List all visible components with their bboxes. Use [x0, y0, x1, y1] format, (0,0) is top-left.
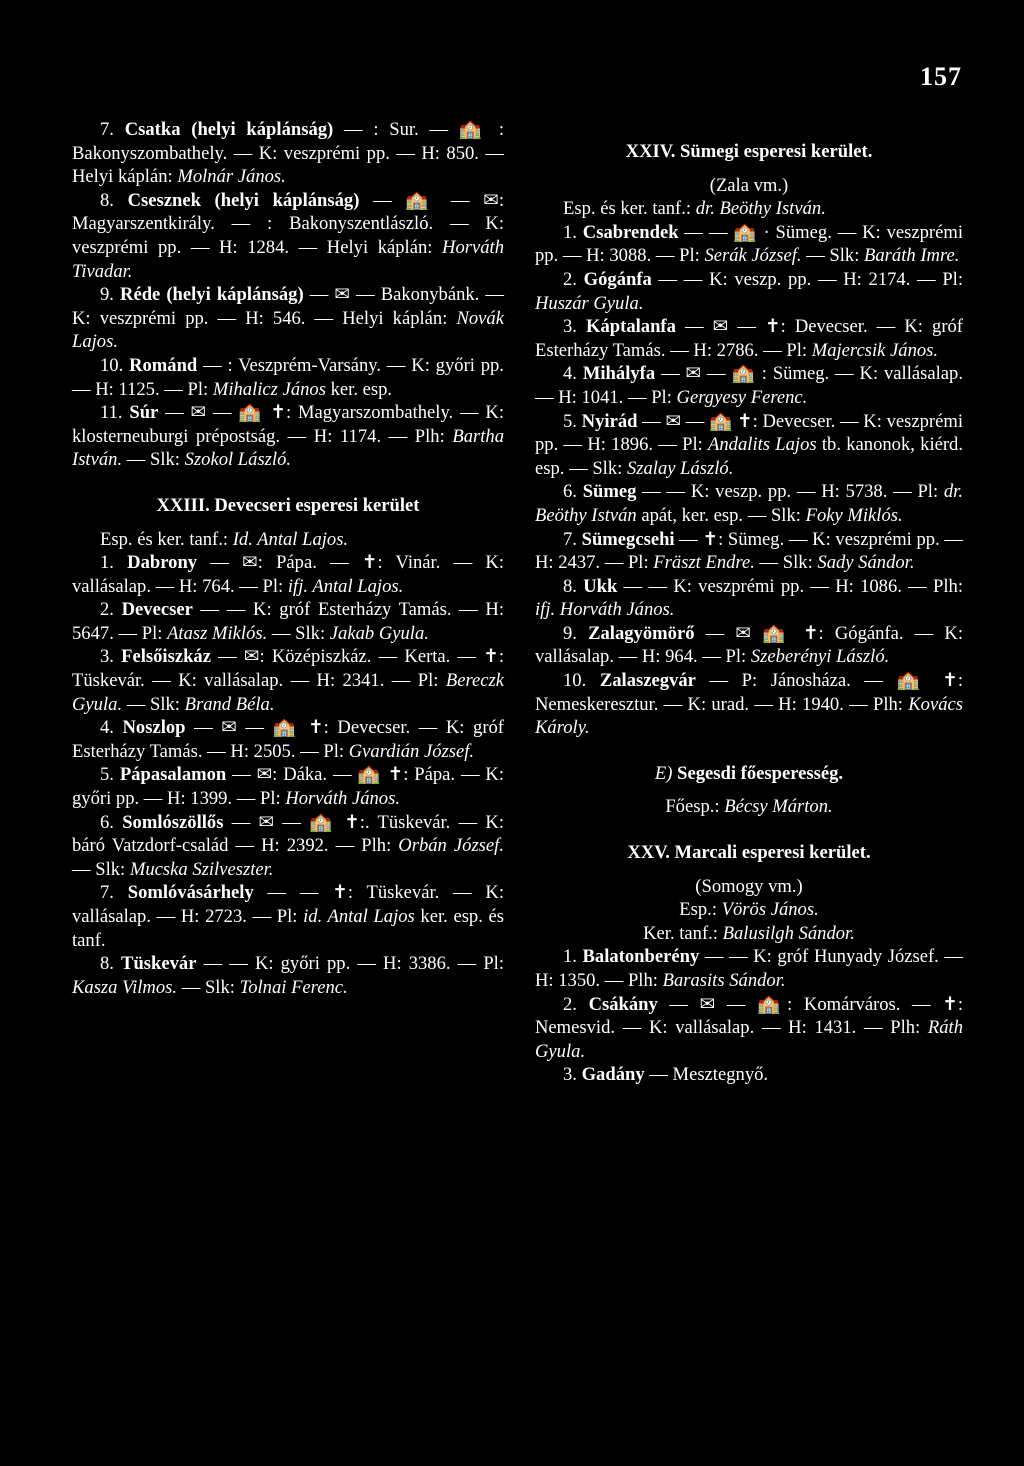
label-text: Esp.: [679, 899, 722, 921]
label-text: Főesp.: [665, 796, 725, 818]
person-name: Atasz Miklós. [167, 622, 268, 644]
person-name: Vörös János. [721, 899, 819, 921]
entry-text: — Slk: [801, 245, 865, 267]
entry-text: — P: Jánosháza. — 🏫 ✝: Nemeskeresztur. — K: urad. — H: 1940. — Plh: [535, 670, 963, 715]
centered-line [535, 795, 963, 819]
person-name: Szalay László. [626, 457, 734, 479]
centered-line [535, 875, 963, 899]
entry-text: — Slk: [754, 552, 818, 574]
parish-entry [535, 1063, 963, 1087]
entry-text: — — ✝: Tüskevár. — K: vallásalap. — H: 2723. — Pl: [72, 882, 505, 927]
parish-name: Sümeg [582, 481, 637, 503]
parish-name: Mihályfa [582, 363, 656, 385]
entry-text: — — K: gróf Hunyady József. — H: 1350. — Plh: [535, 946, 963, 991]
entry-number: 2. [100, 599, 122, 621]
parish-entry [535, 575, 963, 622]
entry-text: — : Veszprém-Varsány. — K: győri pp. — H: 1125. — Pl: [72, 354, 505, 400]
entry-text: — ✝: Sümeg. — K: veszprémi pp. — H: 2437. — Pl: [535, 528, 964, 574]
entry-number: 6. [563, 481, 583, 503]
entry-number: 3. [563, 316, 587, 338]
heading-text: Segesdi főesperesség. [677, 762, 844, 784]
person-name: Sady Sándor. [817, 552, 915, 574]
entry-text: tb. kanonok, kiérd. esp. — Slk: [535, 434, 964, 479]
entry-number: 11. [100, 402, 130, 424]
person-name: Fräszt Endre. [653, 552, 755, 574]
entry-text: — ✉ — ✝: Devecser. — K: gróf Esterházy Tamás. — H: 2786. — Pl: [535, 316, 964, 361]
person-name: Horváth Tivadar. [72, 236, 504, 282]
label-text: Ker. tanf.: [643, 922, 723, 944]
parish-name: Tüskevár [121, 953, 197, 975]
parish-entry [535, 945, 963, 992]
label-text: Esp. és ker. tanf.: [100, 528, 233, 550]
entry-text: — ✉ — 🏫 ✝: Devecser. — K: veszprémi pp. — H: 1896. — Pl: [535, 410, 964, 456]
entry-number: 7. [563, 528, 582, 550]
entry-number: 8. [563, 575, 584, 597]
person-name: Majercsik János. [811, 339, 939, 361]
person-name: Barasits Sándor. [662, 970, 786, 991]
entry-number: 10. [100, 354, 130, 376]
person-name: Molnár János. [177, 166, 286, 188]
parish-entry [72, 598, 504, 645]
parish-name: Nyirád [581, 410, 638, 432]
entry-number: 1. [563, 221, 583, 243]
parish-entry [535, 362, 963, 409]
parish-entry [72, 118, 504, 189]
parish-entry [535, 480, 963, 527]
person-name: Tolnai Ferenc. [239, 976, 348, 998]
entry-text: — ✉ — 🏫 ✝:. Tüskevár. — K: báró Vatzdorf-család — H: 2392. — Plh: [72, 811, 505, 857]
parish-name: Balatonberény [582, 946, 700, 968]
parish-name: Csákány [588, 993, 658, 1015]
person-name: Szokol László. [184, 449, 292, 471]
entry-number: 1. [100, 552, 128, 574]
centered-line [535, 898, 963, 922]
entry-number: 9. [100, 284, 121, 306]
entry-text: — Slk: [122, 693, 185, 715]
entry-text: — ✉ — 🏫 ✝: Devecser. — K: gróf Esterházy Tamás. — H: 2505. — Pl: [72, 717, 505, 762]
parish-entry [72, 811, 504, 882]
person-name: Kovács Károly. [535, 693, 963, 739]
page-number: 157 [920, 62, 962, 91]
person-name: Foky Miklós. [805, 504, 903, 526]
parish-name: Devecser [121, 599, 193, 621]
entry-text: — — 🏫 · Sümeg. — K: veszprémi pp. — H: 3088. — Pl: [535, 221, 963, 267]
parish-entry [72, 354, 504, 401]
parish-entry [535, 669, 963, 740]
person-name: Bartha István. [72, 425, 504, 471]
person-name: Szeberényi László. [750, 646, 890, 668]
person-name: Bécsy Márton. [724, 796, 833, 818]
parish-entry [72, 881, 504, 952]
person-name: Gergyesy Ferenc. [676, 386, 808, 408]
parish-name: Dabrony [127, 552, 198, 574]
entry-text: — ✉ — Bakonybánk. — K: veszprémi pp. — H: 546. — Helyi káplán: [72, 284, 504, 329]
label-text: Esp. és ker. tanf.: [563, 198, 696, 220]
entry-text: — ✉ — 🏫: Komárváros. — ✝: Nemesvid. — K: vallásalap. — H: 1431. — Plh: [535, 993, 963, 1039]
section-heading: XXIV. Sümegi esperesi kerület. [625, 141, 873, 162]
parish-name: Csatka (helyi káplánság) [124, 119, 334, 140]
person-name: Mucska Szilveszter. [129, 858, 274, 880]
entry-text: — Mesztegnyő. [644, 1064, 769, 1086]
person-name: Mihalicz János [212, 378, 326, 400]
parish-name: Csesznek (helyi káplánság) [127, 189, 360, 211]
parish-name: Noszlop [122, 717, 186, 739]
parish-entry [535, 268, 963, 315]
entry-number: 1. [563, 946, 583, 968]
entry-number: 8. [100, 953, 122, 975]
heading-letter: E) [654, 762, 678, 784]
person-name: Baráth Imre. [864, 245, 960, 267]
person-name: Gvardián József. [348, 740, 475, 762]
parish-name: Réde (helyi káplánság) [120, 284, 304, 306]
parish-entry [72, 952, 504, 999]
parish-name: Ukk [583, 575, 618, 597]
person-name: ifj. Antal Lajos. [287, 575, 404, 597]
entry-number: 7. [100, 119, 125, 140]
person-name: Andalits Lajos [708, 434, 817, 456]
centered-line [535, 174, 963, 198]
parish-name: Románd [129, 354, 198, 376]
parish-entry [72, 189, 504, 283]
entry-text: ker. esp. és tanf. [72, 906, 504, 951]
person-name: id. Antal Lajos [303, 906, 415, 927]
parish-name: Zalagyömörő [588, 622, 695, 644]
entry-text: — ✉: Középiszkáz. — Kerta. — ✝: Tüskevár. — K: vallásalap. — H: 2341. — Pl: [72, 646, 505, 692]
person-name: Id. Antal Lajos. [232, 528, 349, 550]
entry-number: 6. [100, 811, 123, 833]
parish-entry [535, 410, 963, 481]
entry-text: — ✉: Pápa. — ✝: Vinár. — K: vallásalap. — H: 764. — Pl: [72, 552, 504, 597]
parish-entry [535, 528, 963, 575]
parish-name: Zalaszegvár [599, 670, 696, 692]
entry-number: 8. [100, 189, 128, 211]
entry-text: — ✉: Dáka. — 🏫 ✝: Pápa. — K: győri pp. — H: 1399. — Pl: [72, 764, 505, 810]
entry-text: — ✉ — 🏫 : Sümeg. — K: vallásalap. — H: 1041. — Pl: [535, 363, 963, 408]
entry-text: — — K: győri pp. — H: 3386. — Pl: [196, 953, 505, 975]
parish-name: Felsőiszkáz [121, 646, 211, 668]
label-text: (Somogy vm.) [695, 875, 803, 897]
person-name: Kasza Vilmos. [72, 976, 178, 998]
person-name: Balusilgh Sándor. [722, 922, 855, 944]
parish-entry [72, 401, 504, 472]
archdeaconry-heading [535, 762, 963, 786]
entry-number: 7. [100, 882, 128, 904]
person-name: Serák József. [704, 245, 802, 267]
entry-text: ker. esp. [325, 378, 393, 400]
entry-number: 3. [563, 1064, 582, 1086]
person-name: Huszár Gyula. [535, 292, 644, 314]
entry-text: — — K: veszp. pp. — H: 5738. — Pl: [636, 481, 944, 503]
entry-number: 10. [563, 670, 600, 692]
right-column [535, 118, 963, 1087]
dean-line [72, 528, 504, 552]
entry-text: — — K: veszp. pp. — H: 2174. — Pl: [651, 268, 963, 290]
parish-name: Sümegcsehi [581, 528, 675, 550]
entry-text: — Slk: [267, 622, 330, 644]
entry-number: 5. [563, 410, 582, 432]
entry-number: 4. [100, 717, 123, 739]
person-name: Horváth János. [285, 788, 400, 810]
entry-number: 5. [100, 764, 120, 786]
entry-text: — ✉ — 🏫 ✝: Magyarszombathely. — K: klosterneuburgi prépostság. — H: 1174. — Plh: [72, 402, 504, 447]
parish-name: Gadány [581, 1064, 645, 1086]
parish-name: Csabrendek [582, 221, 679, 243]
entry-number: 3. [100, 646, 122, 668]
parish-entry [535, 221, 963, 268]
parish-entry [72, 716, 504, 763]
person-name: Jakab Gyula. [329, 622, 429, 644]
entry-text: apát, ker. esp. — Slk: [636, 504, 806, 526]
entry-text: — Slk: [177, 976, 240, 998]
parish-entry [72, 645, 504, 716]
section-heading: XXIII. Devecseri esperesi kerület [156, 494, 420, 516]
section-heading: XXV. Marcali esperesi kerület. [627, 842, 871, 864]
entry-text: — : Sur. — 🏫 : Bakonyszombathely. — K: veszprémi pp. — H: 850. — Helyi káplán: [72, 119, 505, 188]
parish-name: Gógánfa [583, 268, 652, 290]
person-name: Novák Lajos. [72, 307, 504, 353]
parish-name: Pápasalamon [119, 764, 227, 786]
entry-text: — 🏫 — ✉: Magyarszentkirály. — : Bakonyszentlászló. — K: veszprémi pp. — H: 1284. — Helyi káplán: [72, 189, 504, 258]
centered-line [535, 922, 963, 946]
person-name: dr. Beöthy István [535, 481, 963, 526]
person-name: Brand Béla. [184, 693, 275, 715]
parish-entry [535, 315, 963, 362]
parish-entry [72, 763, 504, 810]
label-text: (Zala vm.) [709, 174, 789, 196]
person-name: Bereczk Gyula. [72, 670, 504, 715]
person-name: dr. Beöthy István. [695, 198, 826, 220]
parish-entry [72, 283, 504, 354]
person-name: ifj. Horváth János. [535, 599, 675, 621]
person-name: Ráth Gyula. [535, 1017, 963, 1062]
entry-text: — Slk: [72, 858, 130, 880]
parish-name: Somlóvásárhely [127, 882, 254, 904]
person-name: Orbán József. [398, 835, 504, 857]
parish-name: Somlószöllős [122, 811, 224, 833]
entry-text: — ✉ 🏫 ✝: Gógánfa. — K: vallásalap. — H: 964. — Pl: [535, 622, 964, 668]
entry-number: 2. [563, 268, 584, 290]
left-column [72, 118, 504, 999]
entry-text: — — K: veszprémi pp. — H: 1086. — Plh: [617, 575, 963, 597]
parish-entry [72, 551, 504, 598]
parish-name: Súr [129, 402, 159, 424]
entry-number: 9. [563, 622, 589, 644]
entry-number: 2. [563, 993, 589, 1015]
parish-name: Káptalanfa [586, 316, 676, 338]
parish-entry [535, 993, 963, 1064]
parish-entry [535, 622, 963, 669]
entry-number: 4. [563, 363, 583, 385]
entry-text: — — K: gróf Esterházy Tamás. — H: 5647. — Pl: [72, 599, 505, 644]
entry-text: — Slk: [122, 449, 185, 471]
dean-line [535, 197, 963, 221]
